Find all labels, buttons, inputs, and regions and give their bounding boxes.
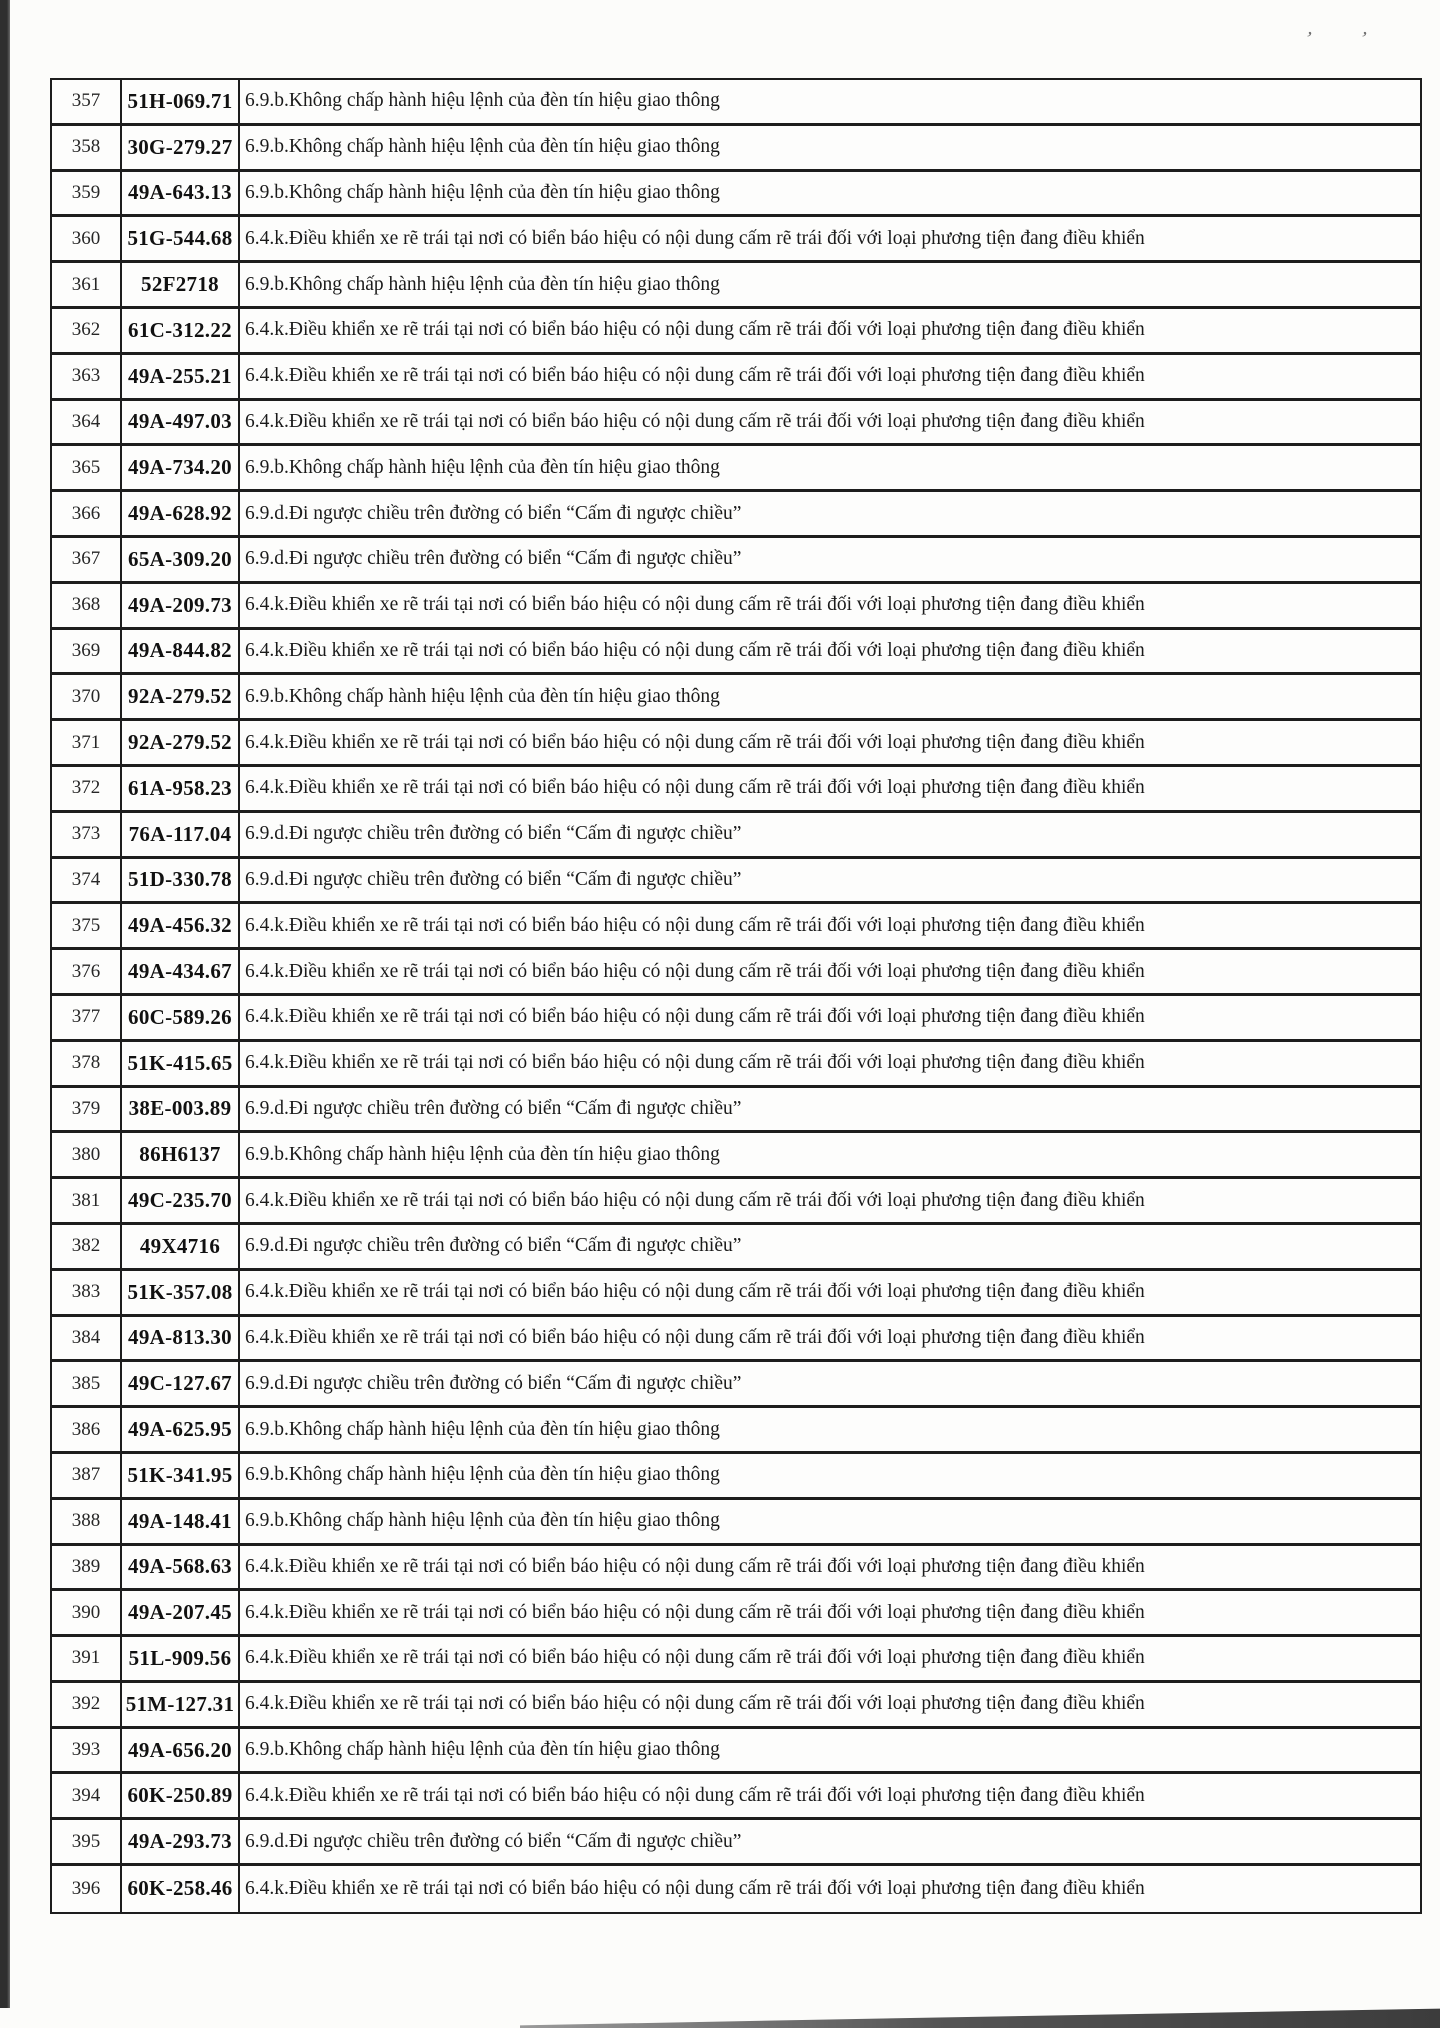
row-number: 370 — [52, 675, 122, 718]
row-number: 358 — [52, 126, 122, 169]
row-number: 393 — [52, 1729, 122, 1772]
row-number: 388 — [52, 1500, 122, 1543]
license-plate: 49A-434.67 — [122, 950, 240, 993]
license-plate: 86H6137 — [122, 1133, 240, 1176]
table-row — [52, 126, 1420, 172]
violation-text: 6.9.d.Đi ngược chiều trên đường có biển “Cấm đi ngược chiều” — [245, 1235, 742, 1257]
license-plate: 49A-456.32 — [122, 904, 240, 947]
license-plate: 52F2718 — [122, 263, 240, 306]
license-plate: 49A-734.20 — [122, 446, 240, 489]
table-row — [52, 538, 1420, 584]
table-row — [52, 355, 1420, 401]
license-plate: 49A-293.73 — [122, 1820, 240, 1863]
license-plate: 30G-279.27 — [122, 126, 240, 169]
row-number: 363 — [52, 355, 122, 398]
violation-text: 6.4.k.Điều khiển xe rẽ trái tại nơi có biển báo hiệu có nội dung cấm rẽ trái đối với loại phương tiện đang điều khiển — [245, 365, 1145, 387]
row-number: 391 — [52, 1637, 122, 1680]
table-row — [52, 492, 1420, 538]
table-row — [52, 1683, 1420, 1729]
table-row — [52, 1317, 1420, 1363]
violation-text: 6.4.k.Điều khiển xe rẽ trái tại nơi có biển báo hiệu có nội dung cấm rẽ trái đối với loại phương tiện đang điều khiển — [245, 1326, 1145, 1348]
row-number: 357 — [52, 80, 122, 123]
row-number: 385 — [52, 1362, 122, 1405]
scan-edge-left-bar — [0, 0, 10, 2008]
row-number: 382 — [52, 1225, 122, 1268]
table-row — [52, 172, 1420, 218]
license-plate: 65A-309.20 — [122, 538, 240, 581]
license-plate: 49A-656.20 — [122, 1729, 240, 1772]
row-number: 381 — [52, 1179, 122, 1222]
violation-text: 6.9.d.Đi ngược chiều trên đường có biển “Cấm đi ngược chiều” — [245, 868, 742, 890]
violation-text: 6.4.k.Điều khiển xe rẽ trái tại nơi có biển báo hiệu có nội dung cấm rẽ trái đối với loại phương tiện đang điều khiển — [245, 731, 1145, 753]
license-plate: 49X4716 — [122, 1225, 240, 1268]
violation-table — [50, 78, 1422, 1914]
violation-text: 6.4.k.Điều khiển xe rẽ trái tại nơi có biển báo hiệu có nội dung cấm rẽ trái đối với loại phương tiện đang điều khiển — [245, 1877, 1145, 1899]
table-row — [52, 675, 1420, 721]
row-number: 374 — [52, 859, 122, 902]
table-row — [52, 263, 1420, 309]
row-number: 359 — [52, 172, 122, 215]
license-plate: 51H-069.71 — [122, 80, 240, 123]
license-plate: 49A-628.92 — [122, 492, 240, 535]
license-plate: 76A-117.04 — [122, 813, 240, 856]
violation-text: 6.9.d.Đi ngược chiều trên đường có biển “Cấm đi ngược chiều” — [245, 1097, 742, 1119]
violation-text: 6.9.d.Đi ngược chiều trên đường có biển “Cấm đi ngược chiều” — [245, 1830, 742, 1852]
license-plate: 49A-497.03 — [122, 401, 240, 444]
license-plate: 51K-357.08 — [122, 1271, 240, 1314]
row-number: 396 — [52, 1866, 122, 1912]
scan-speck-marks — [1302, 27, 1425, 51]
row-number: 361 — [52, 263, 122, 306]
row-number: 395 — [52, 1820, 122, 1863]
violation-text: 6.4.k.Điều khiển xe rẽ trái tại nơi có biển báo hiệu có nội dung cấm rẽ trái đối với loại phương tiện đang điều khiển — [245, 1555, 1145, 1577]
row-number: 383 — [52, 1271, 122, 1314]
table-row — [52, 1042, 1420, 1088]
table-row — [52, 1820, 1420, 1866]
license-plate: 49A-207.45 — [122, 1591, 240, 1634]
license-plate: 60K-258.46 — [122, 1866, 240, 1912]
row-number: 375 — [52, 904, 122, 947]
violation-text: 6.4.k.Điều khiển xe rẽ trái tại nơi có biển báo hiệu có nội dung cấm rẽ trái đối với loại phương tiện đang điều khiển — [245, 639, 1145, 661]
violation-text: 6.9.b.Không chấp hành hiệu lệnh của đèn tín hiệu giao thông — [245, 273, 720, 295]
license-plate: 92A-279.52 — [122, 675, 240, 718]
license-plate: 60K-250.89 — [122, 1774, 240, 1817]
table-row — [52, 1866, 1420, 1912]
row-number: 372 — [52, 767, 122, 810]
row-number: 386 — [52, 1408, 122, 1451]
table-row — [52, 1362, 1420, 1408]
row-number: 392 — [52, 1683, 122, 1726]
table-row — [52, 401, 1420, 447]
violation-text: 6.9.b.Không chấp hành hiệu lệnh của đèn tín hiệu giao thông — [245, 1464, 720, 1486]
row-number: 368 — [52, 584, 122, 627]
license-plate: 49A-568.63 — [122, 1546, 240, 1589]
row-number: 376 — [52, 950, 122, 993]
row-number: 379 — [52, 1088, 122, 1131]
violation-text: 6.4.k.Điều khiển xe rẽ trái tại nơi có biển báo hiệu có nội dung cấm rẽ trái đối với loại phương tiện đang điều khiển — [245, 594, 1145, 616]
table-row — [52, 1729, 1420, 1775]
violation-text: 6.4.k.Điều khiển xe rẽ trái tại nơi có biển báo hiệu có nội dung cấm rẽ trái đối với loại phương tiện đang điều khiển — [245, 227, 1145, 249]
violation-text: 6.9.d.Đi ngược chiều trên đường có biển “Cấm đi ngược chiều” — [245, 502, 742, 524]
table-row — [52, 721, 1420, 767]
scan-edge-bottom-bar — [520, 2006, 1440, 2028]
row-number: 384 — [52, 1317, 122, 1360]
violation-text: 6.4.k.Điều khiển xe rẽ trái tại nơi có biển báo hiệu có nội dung cấm rẽ trái đối với loại phương tiện đang điều khiển — [245, 1006, 1145, 1028]
violation-text: 6.4.k.Điều khiển xe rẽ trái tại nơi có biển báo hiệu có nội dung cấm rẽ trái đối với loại phương tiện đang điều khiển — [245, 1189, 1145, 1211]
table-row — [52, 996, 1420, 1042]
violation-text: 6.9.b.Không chấp hành hiệu lệnh của đèn tín hiệu giao thông — [245, 456, 720, 478]
row-number: 366 — [52, 492, 122, 535]
table-row — [52, 950, 1420, 996]
license-plate: 61A-958.23 — [122, 767, 240, 810]
table-row — [52, 584, 1420, 630]
table-row — [52, 217, 1420, 263]
violation-text: 6.9.b.Không chấp hành hiệu lệnh của đèn tín hiệu giao thông — [245, 685, 720, 707]
row-number: 389 — [52, 1546, 122, 1589]
violation-text: 6.9.b.Không chấp hành hiệu lệnh của đèn tín hiệu giao thông — [245, 136, 720, 158]
violation-text: 6.9.b.Không chấp hành hiệu lệnh của đèn tín hiệu giao thông — [245, 1418, 720, 1440]
violation-text: 6.4.k.Điều khiển xe rẽ trái tại nơi có biển báo hiệu có nội dung cấm rẽ trái đối với loại phương tiện đang điều khiển — [245, 1784, 1145, 1806]
table-row — [52, 1591, 1420, 1637]
violation-text: 6.4.k.Điều khiển xe rẽ trái tại nơi có biển báo hiệu có nội dung cấm rẽ trái đối với loại phương tiện đang điều khiển — [245, 1281, 1145, 1303]
license-plate: 51K-341.95 — [122, 1454, 240, 1497]
license-plate: 92A-279.52 — [122, 721, 240, 764]
violation-text: 6.4.k.Điều khiển xe rẽ trái tại nơi có biển báo hiệu có nội dung cấm rẽ trái đối với loại phương tiện đang điều khiển — [245, 1052, 1145, 1074]
row-number: 390 — [52, 1591, 122, 1634]
row-number: 394 — [52, 1774, 122, 1817]
violation-text: 6.4.k.Điều khiển xe rẽ trái tại nơi có biển báo hiệu có nội dung cấm rẽ trái đối với loại phương tiện đang điều khiển — [245, 1693, 1145, 1715]
license-plate: 49C-235.70 — [122, 1179, 240, 1222]
violation-text: 6.4.k.Điều khiển xe rẽ trái tại nơi có biển báo hiệu có nội dung cấm rẽ trái đối với loại phương tiện đang điều khiển — [245, 960, 1145, 982]
table-row — [52, 1088, 1420, 1134]
violation-text: 6.9.b.Không chấp hành hiệu lệnh của đèn tín hiệu giao thông — [245, 1739, 720, 1761]
violation-text: 6.4.k.Điều khiển xe rẽ trái tại nơi có biển báo hiệu có nội dung cấm rẽ trái đối với loại phương tiện đang điều khiển — [245, 1601, 1145, 1623]
license-plate: 49C-127.67 — [122, 1362, 240, 1405]
violation-text: 6.9.d.Đi ngược chiều trên đường có biển “Cấm đi ngược chiều” — [245, 1372, 742, 1394]
license-plate: 51G-544.68 — [122, 217, 240, 260]
row-number: 380 — [52, 1133, 122, 1176]
license-plate: 49A-844.82 — [122, 630, 240, 673]
row-number: 387 — [52, 1454, 122, 1497]
row-number: 371 — [52, 721, 122, 764]
violation-text: 6.9.b.Không chấp hành hiệu lệnh của đèn tín hiệu giao thông — [245, 181, 720, 203]
license-plate: 51M-127.31 — [122, 1683, 240, 1726]
license-plate: 49A-813.30 — [122, 1317, 240, 1360]
scan-speck: ’ — [1357, 27, 1370, 51]
table-row — [52, 309, 1420, 355]
table-row — [52, 1225, 1420, 1271]
table-row — [52, 1500, 1420, 1546]
violation-text: 6.4.k.Điều khiển xe rẽ trái tại nơi có biển báo hiệu có nội dung cấm rẽ trái đối với loại phương tiện đang điều khiển — [245, 1647, 1145, 1669]
license-plate: 49A-625.95 — [122, 1408, 240, 1451]
table-row — [52, 1133, 1420, 1179]
license-plate: 49A-643.13 — [122, 172, 240, 215]
row-number: 369 — [52, 630, 122, 673]
row-number: 367 — [52, 538, 122, 581]
scan-speck: ’ — [1302, 27, 1315, 51]
table-row — [52, 446, 1420, 492]
violation-text: 6.9.b.Không chấp hành hiệu lệnh của đèn tín hiệu giao thông — [245, 1510, 720, 1532]
table-row — [52, 1546, 1420, 1592]
table-row — [52, 1774, 1420, 1820]
table-row — [52, 904, 1420, 950]
row-number: 364 — [52, 401, 122, 444]
license-plate: 51L-909.56 — [122, 1637, 240, 1680]
license-plate: 51K-415.65 — [122, 1042, 240, 1085]
violation-text: 6.9.d.Đi ngược chiều trên đường có biển “Cấm đi ngược chiều” — [245, 823, 742, 845]
license-plate: 49A-255.21 — [122, 355, 240, 398]
row-number: 373 — [52, 813, 122, 856]
violation-text: 6.9.b.Không chấp hành hiệu lệnh của đèn tín hiệu giao thông — [245, 1143, 720, 1165]
table-row — [52, 859, 1420, 905]
license-plate: 51D-330.78 — [122, 859, 240, 902]
table-row — [52, 813, 1420, 859]
table-row — [52, 1454, 1420, 1500]
table-row — [52, 80, 1420, 126]
table-row — [52, 767, 1420, 813]
row-number: 365 — [52, 446, 122, 489]
table-row — [52, 1637, 1420, 1683]
violation-text: 6.9.d.Đi ngược chiều trên đường có biển “Cấm đi ngược chiều” — [245, 548, 742, 570]
table-row — [52, 1179, 1420, 1225]
license-plate: 61C-312.22 — [122, 309, 240, 352]
row-number: 378 — [52, 1042, 122, 1085]
license-plate: 49A-209.73 — [122, 584, 240, 627]
license-plate: 60C-589.26 — [122, 996, 240, 1039]
violation-text: 6.4.k.Điều khiển xe rẽ trái tại nơi có biển báo hiệu có nội dung cấm rẽ trái đối với loại phương tiện đang điều khiển — [245, 777, 1145, 799]
license-plate: 38E-003.89 — [122, 1088, 240, 1131]
table-row — [52, 630, 1420, 676]
violation-text: 6.4.k.Điều khiển xe rẽ trái tại nơi có biển báo hiệu có nội dung cấm rẽ trái đối với loại phương tiện đang điều khiển — [245, 410, 1145, 432]
violation-table-body — [52, 80, 1420, 1912]
license-plate: 49A-148.41 — [122, 1500, 240, 1543]
violation-text: 6.4.k.Điều khiển xe rẽ trái tại nơi có biển báo hiệu có nội dung cấm rẽ trái đối với loại phương tiện đang điều khiển — [245, 914, 1145, 936]
violation-text: 6.9.b.Không chấp hành hiệu lệnh của đèn tín hiệu giao thông — [245, 90, 720, 112]
violation-text: 6.4.k.Điều khiển xe rẽ trái tại nơi có biển báo hiệu có nội dung cấm rẽ trái đối với loại phương tiện đang điều khiển — [245, 319, 1145, 341]
row-number: 362 — [52, 309, 122, 352]
row-number: 360 — [52, 217, 122, 260]
row-number: 377 — [52, 996, 122, 1039]
table-row — [52, 1271, 1420, 1317]
table-row — [52, 1408, 1420, 1454]
